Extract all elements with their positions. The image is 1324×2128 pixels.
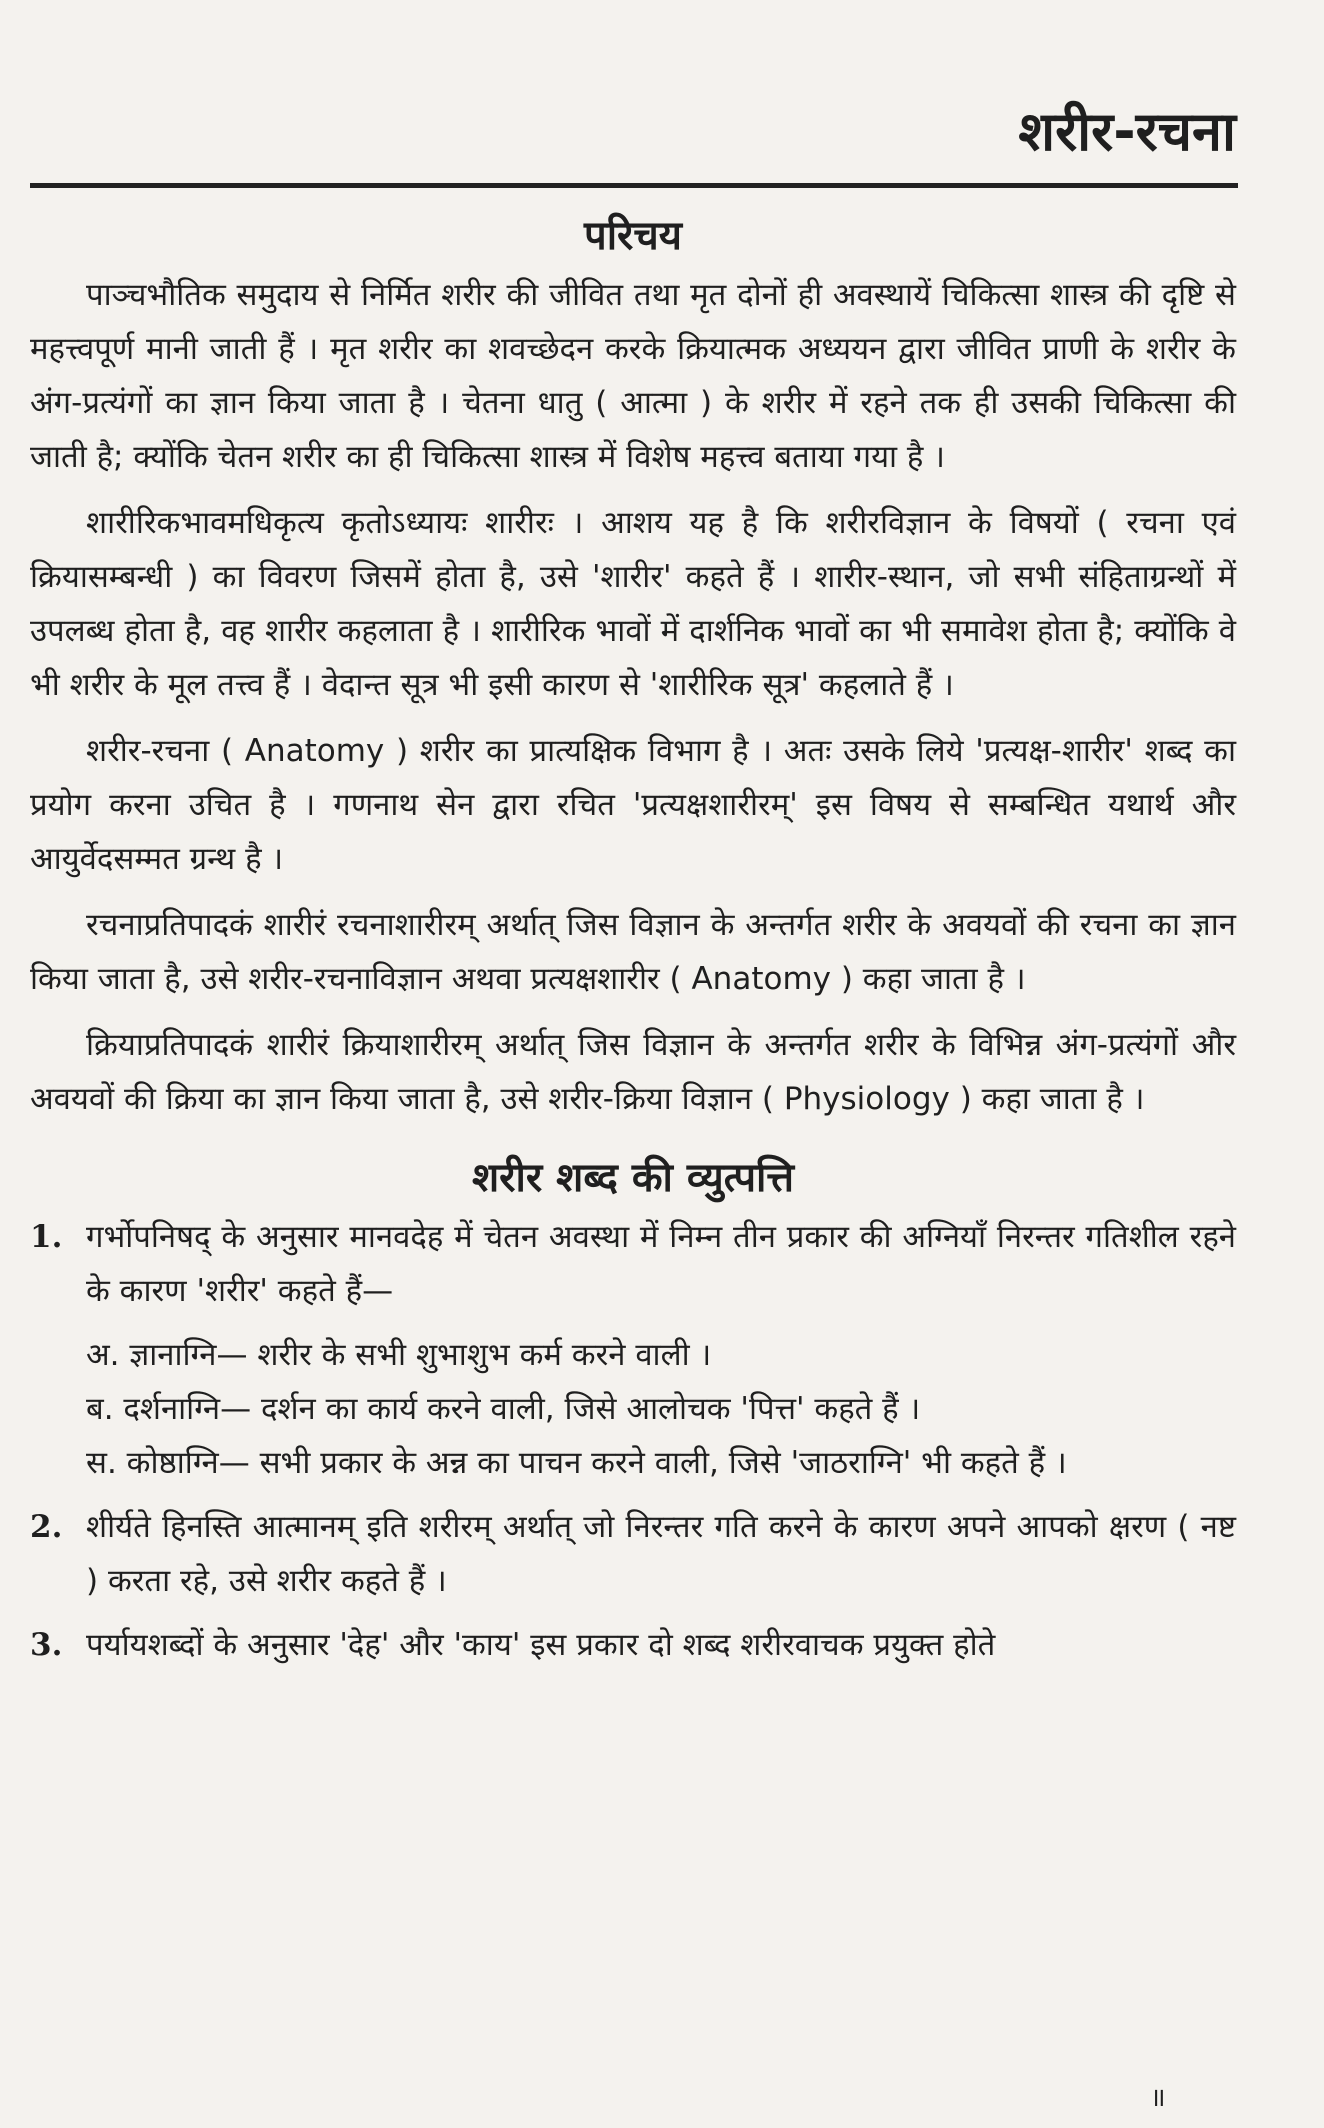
item-number: 3. [30,1627,63,1663]
item-text: पर्यायशब्दों के अनुसार 'देह' और 'काय' इस प्रकार दो शब्द शरीरवाचक प्रयुक्त होते [86,1627,996,1663]
intro-heading: परिचय [583,213,683,259]
sub-list-item: अ. ज्ञानाग्नि— शरीर के सभी शुभाशुभ कर्म करने वाली । [86,1337,712,1373]
intro-paragraph: शारीरिकभावमधिकृत्य कृतोऽध्यायः शारीरः । आशय यह है कि शरीरविज्ञान के विषयों ( रचना एवं क्रियासम्बन्धी ) का विवरण जिसमें होता है, उसे 'शारीर' कहते हैं । शारीर-स्थान, जो सभी संहिताग्रन्थों में उपलब्ध होता है, वह शारीर कहलाता है । शारीरिक भावों में दार्शनिक भावों का भी समावेश होता है; क्योंकि वे भी शरीर के मूल तत्त्व हैं । वेदान्त सूत्र भी इसी कारण से 'शारीरिक सूत्र' कहलाते हैं । [30,505,1236,703]
sub-list-item: ब. दर्शनाग्नि— दर्शन का कार्य करने वाली, जिसे आलोचक 'पित्त' कहते हैं । [86,1391,921,1427]
title-rule [30,183,1238,188]
item-number: 2. [30,1509,63,1545]
etymology-heading: शरीर शब्द की व्युत्पत्ति [471,1155,795,1201]
etymology-item [30,1618,1236,1672]
page-mark: ॥ [1150,2083,1166,2113]
intro-paragraph: शरीर-रचना ( Anatomy ) शरीर का प्रात्यक्षिक विभाग है । अतः उसके लिये 'प्रत्यक्ष-शारीर' शब्द का प्रयोग करना उचित है । गणनाथ सेन द्वारा रचित 'प्रत्यक्षशारीरम्' इस विषय से सम्बन्धित यथार्थ और आयुर्वेदसम्मत ग्रन्थ है । [30,733,1236,877]
chapter-title: शरीर-रचना [1018,100,1236,163]
intro-paragraph: पाञ्चभौतिक समुदाय से निर्मित शरीर की जीवित तथा मृत दोनों ही अवस्थायें चिकित्सा शास्त्र की दृष्टि से महत्त्वपूर्ण मानी जाती हैं । मृत शरीर का शवच्छेदन करके क्रियात्मक अध्ययन द्वारा जीवित प्राणी के शरीर के अंग-प्रत्यंगों का ज्ञान किया जाता है । चेतना धातु ( आत्मा ) के शरीर में रहने तक ही उसकी चिकित्सा की जाती है; क्योंकि चेतन शरीर का ही चिकित्सा शास्त्र में विशेष महत्त्व बताया गया है । [30,277,1236,475]
item-text: गर्भोपनिषद् के अनुसार मानवदेह में चेतन अवस्था में निम्न तीन प्रकार की अग्नियाँ निरन्तर गतिशील रहने के कारण 'शरीर' कहते हैं— [86,1219,1236,1309]
etymology-item [30,1500,1236,1608]
agni-sub-list [30,1328,1236,1490]
sub-list-item: स. कोष्ठाग्नि— सभी प्रकार के अन्न का पाचन करने वाली, जिसे 'जाठराग्नि' भी कहते हैं । [86,1445,1067,1481]
intro-paragraph: क्रियाप्रतिपादकं शारीरं क्रियाशारीरम् अर्थात् जिस विज्ञान के अन्तर्गत शरीर के विभिन्न अंग-प्रत्यंगों और अवयवों की क्रिया का ज्ञान किया जाता है, उसे शरीर-क्रिया विज्ञान ( Physiology ) कहा जाता है । [30,1027,1236,1117]
page-content [30,210,1236,1682]
etymology-item [30,1210,1236,1318]
item-text: शीर्यते हिनस्ति आत्मानम् इति शरीरम् अर्थात् जो निरन्तर गति करने के कारण अपने आपको क्षरण ( नष्ट ) करता रहे, उसे शरीर कहते हैं । [86,1509,1236,1599]
intro-paragraph: रचनाप्रतिपादकं शारीरं रचनाशारीरम् अर्थात् जिस विज्ञान के अन्तर्गत शरीर के अवयवों की रचना का ज्ञान किया जाता है, उसे शरीर-रचनाविज्ञान अथवा प्रत्यक्षशारीर ( Anatomy ) कहा जाता है । [30,907,1236,997]
item-number: 1. [30,1219,63,1255]
